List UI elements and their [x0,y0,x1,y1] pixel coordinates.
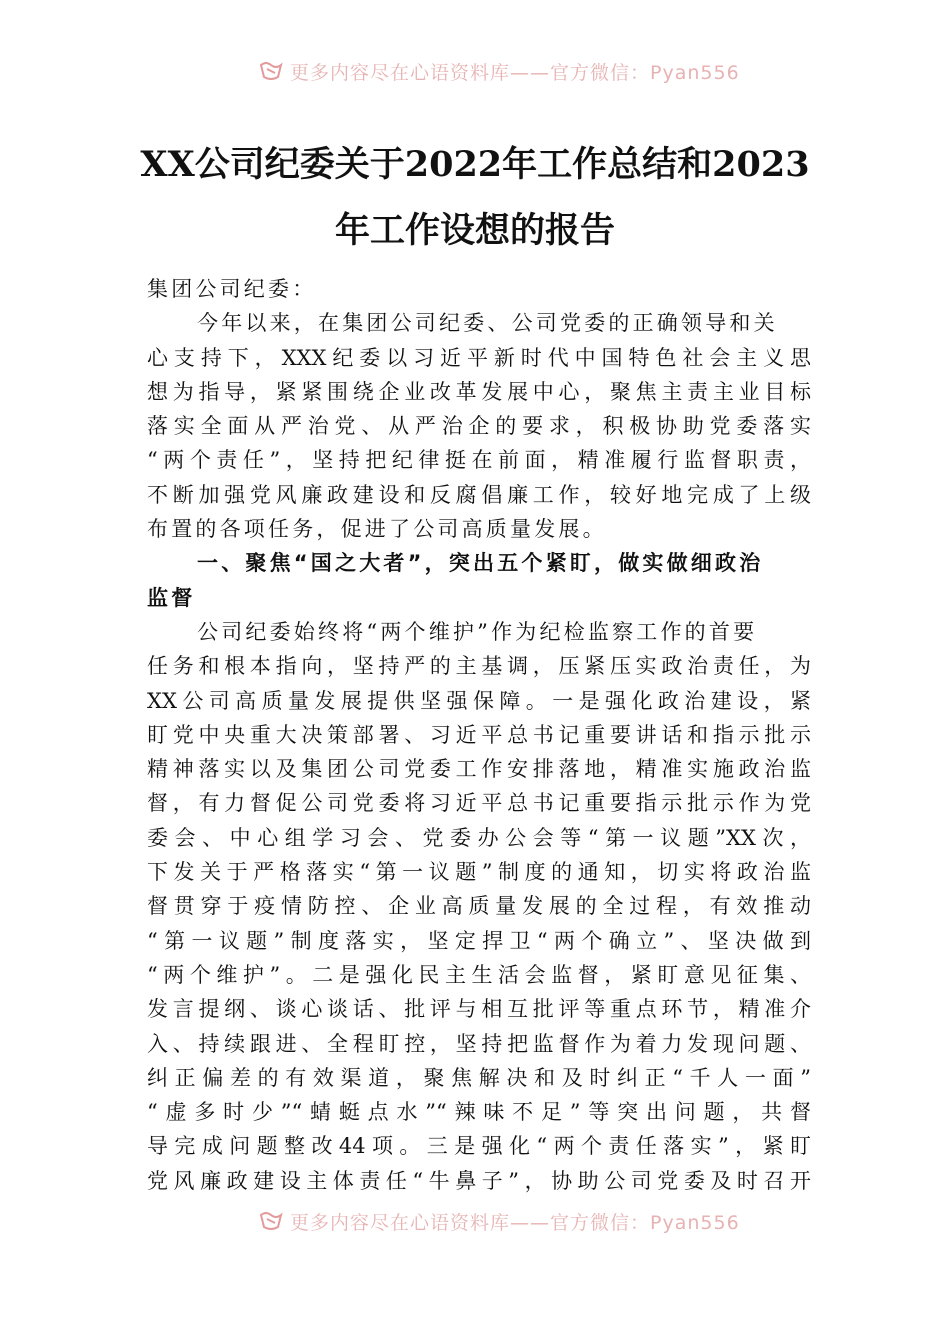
paragraph-line: 精神落实以及集团公司党委工作安排落地，精准实施政治监 [147,757,811,782]
paragraph-line: 督，有力督促公司党委将习近平总书记重要指示批示作为党 [147,791,811,816]
paragraph-line: 不断加强党风廉政建设和反腐倡廉工作，较好地完成了上级 [147,482,811,507]
paragraph-line: 发言提纲、谈心谈话、批评与相互批评等重点环节，精准介 [147,997,811,1022]
paragraph-line: 落实全面从严治党、从严治企的要求，积极协助党委落实 [147,414,811,439]
report-title-line-1: XX公司纪委关于2022年工作总结和2023 [140,144,810,185]
paragraph-line: 导完成问题整改44项。三是强化“两个责任落实”，紧盯 [147,1134,811,1159]
paragraph-line: 布置的各项任务，促进了公司高质量发展。 [147,517,607,542]
paragraph-line: 委会、中心组学习会、党委办公会等“第一议题”XX次， [147,825,811,850]
paragraph-line: XX公司高质量发展提供坚强保障。一是强化政治建设，紧 [147,688,811,713]
paragraph-line: 任务和根本指向，坚持严的主基调，压紧压实政治责任，为 [147,654,811,679]
paragraph-line: 入、持续跟进、全程盯控，坚持把监督作为着力发现问题、 [147,1031,811,1056]
paragraph-line: 盯党中央重大决策部署、习近平总书记重要讲话和指示批示 [147,722,811,747]
section-heading: 一、聚焦“国之大者”，突出五个紧盯，做实做细政治 [197,551,764,576]
report-title-line-2: 年工作设想的报告 [334,210,615,251]
section-heading: 监督 [147,585,196,610]
paragraph-line: 下发关于严格落实“第一议题”制度的通知，切实将政治监 [147,860,811,885]
paragraph-line: 今年以来，在集团公司纪委、公司党委的正确领导和关 [197,311,778,336]
paragraph-line: 督贯穿于疫情防控、企业高质量发展的全过程，有效推动 [147,894,811,919]
paragraph-line: “虚多时少”“蜻蜓点水”“辣味不足”等突出问题，共督 [147,1100,811,1125]
paragraph-line: 心支持下，XXX纪委以习近平新时代中国特色社会主义思 [147,345,811,370]
paragraph-line: 想为指导，紧紧围绕企业改革发展中心，聚焦主责主业目标 [147,379,811,404]
document-body [147,272,811,1198]
watermark-bottom [258,1206,758,1236]
paragraph-line: 党风廉政建设主体责任“牛鼻子”，协助公司党委及时召开 [147,1168,811,1193]
paragraph-line: “两个维护”。二是强化民主生活会监督，紧盯意见征集、 [147,962,811,987]
paragraph-line: “两个责任”，坚持把纪律挺在前面，精准履行监督职责， [147,448,811,473]
salutation: 集团公司纪委： [147,277,317,301]
paragraph-line: 公司纪委始终将“两个维护”作为纪检监察工作的首要 [197,619,758,644]
watermark-text: 更多内容尽在心语资料库——官方微信：Pyan556 [290,1211,740,1234]
watermark-text: 更多内容尽在心语资料库——官方微信：Pyan556 [290,61,740,84]
paragraph-line: “第一议题”制度落实，坚定捍卫“两个确立”、坚决做到 [147,928,811,953]
watermark-logo-icon [258,59,284,83]
paragraph-line: 纠正偏差的有效渠道，聚焦解决和及时纠正“千人一面” [147,1065,811,1090]
watermark-top [258,56,758,86]
watermark-logo-icon [258,1209,284,1233]
